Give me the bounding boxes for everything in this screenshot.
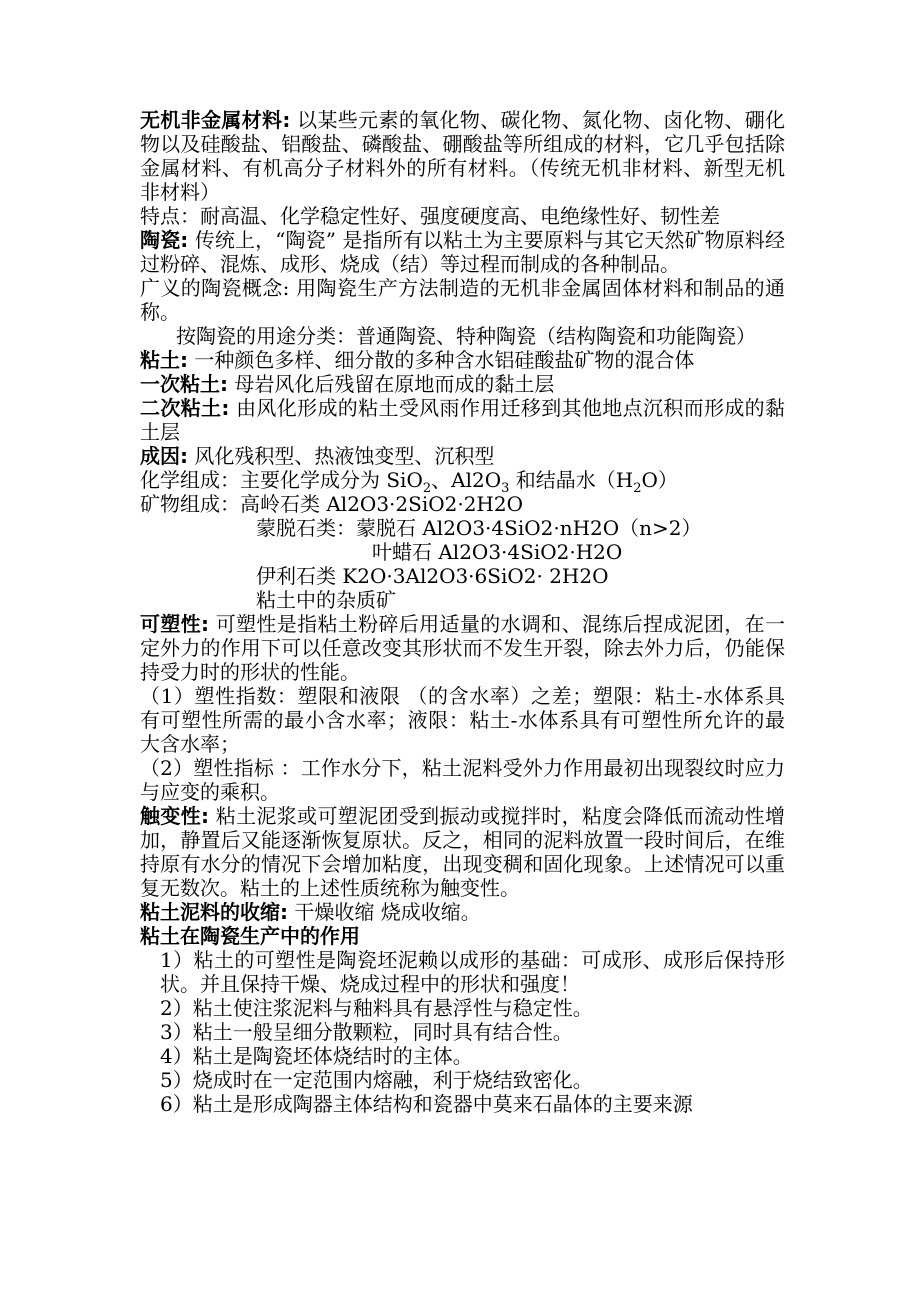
definition: 粘土泥浆或可塑泥团受到振动或搅拌时，粘度会降低而流动性增加，静置后又能逐渐恢复原状。反之，相同的泥料放置一段时间后，在维持原有水分的情况下会增加粘度，出现变稠和固化现象。上述情况可以重复无数次。粘土的上述性质统称为触变性。 (140, 804, 785, 900)
paragraph-classification: 按陶瓷的用途分类：普通陶瓷、特种陶瓷（结构陶瓷和功能陶瓷） (176, 324, 756, 348)
term: 二次粘土: (140, 396, 230, 420)
list-item: 2）粘土使注浆泥料与釉料具有悬浮性与稳定性。 (160, 996, 593, 1020)
definition: 干燥收缩 烧成收缩。 (288, 900, 481, 924)
definition: 以某些元素的氧化物、碳化物、氮化物、卤化物、硼化物以及硅酸盐、铝酸盐、磷酸盐、硼酸盐等所组成的材料，它几乎包括除金属材料、有机高分子材料外的所有材料。（传统无机非材料、新型无机非材料） (140, 108, 786, 204)
definition: 一种颜色多样、细分散的多种含水铝硅酸盐矿物的混合体 (188, 348, 695, 372)
term: 粘土: (140, 348, 188, 372)
definition: 母岩风化后残留在原地而成的黏土层 (228, 372, 555, 396)
paragraph-shrinkage (140, 900, 785, 924)
term: 一次粘土: (140, 372, 228, 396)
term: 可塑性: (140, 612, 210, 636)
paragraph-clay (140, 348, 785, 372)
paragraph-inorganic-materials (140, 108, 785, 204)
subscript: 2 (422, 481, 432, 496)
section-heading-clay-role: 粘土在陶瓷生产中的作用 (140, 924, 360, 948)
paragraph-thixotropy (140, 804, 785, 900)
list-item: 1）粘土的可塑性是陶瓷坯泥赖以成形的基础：可成形、成形后保持形状。并且保持干燥、烧成过程中的形状和强度！ (160, 948, 785, 996)
term: 陶瓷: (140, 228, 189, 252)
paragraph-mineral-montmorillonite: 蒙脱石类：蒙脱石 Al2O3·4SiO2·nH2O（n>2） (256, 516, 702, 540)
list-item: 6）粘土是形成陶器主体结构和瓷器中莫来石晶体的主要来源 (160, 1092, 693, 1116)
text-part: O） (641, 468, 678, 492)
text-part: 和结晶水（H (509, 468, 634, 492)
term: 无机非金属材料: (140, 108, 291, 132)
document-page (140, 108, 785, 1116)
list-item: 4）粘土是陶瓷坯体烧结时的主体。 (160, 1044, 473, 1068)
text-part: 、Al2O (431, 468, 502, 492)
paragraph-plasticity (140, 612, 785, 684)
definition: 传统上，“陶瓷” 是指所有以粘土为主要原料与其它天然矿物原料经过粉碎、混炼、成形、烧成（结）等过程而制成的各种制品。 (140, 228, 786, 276)
list-item: 5）烧成时在一定范围内熔融，利于烧结致密化。 (160, 1068, 593, 1092)
term: 触变性: (140, 804, 210, 828)
subscript: 2 (633, 481, 642, 496)
paragraph-plasticity-indicator: （2）塑性指标 ：工作水分下，粘土泥料受外力作用最初出现裂纹时应力与应变的乘积。 (140, 756, 785, 804)
list-item: 3）粘土一般呈细分散颗粒，同时具有结合性。 (160, 1020, 573, 1044)
paragraph-mineral-illite: 伊利石类 K2O·3Al2O3·6SiO2· 2H2O (256, 564, 609, 588)
paragraph-primary-clay (140, 372, 785, 396)
paragraph-ceramics (140, 228, 785, 276)
text-part: 化学组成：主要化学成分为 SiO (140, 468, 423, 492)
paragraph-chemical-composition (140, 468, 785, 496)
definition: 由风化形成的粘土受风雨作用迁移到其他地点沉积而形成的黏土层 (140, 396, 785, 444)
paragraph-mineral-kaolinite: 矿物组成：高岭石类 Al2O3·2SiO2·2H2O (140, 492, 523, 516)
term: 成因: (140, 444, 188, 468)
definition: 风化残积型、热液蚀变型、沉积型 (188, 444, 495, 468)
subscript: 3 (501, 481, 510, 496)
paragraph-features: 特点：耐高温、化学稳定性好、强度硬度高、电绝缘性好、韧性差 (140, 204, 720, 228)
paragraph-secondary-clay (140, 396, 785, 444)
paragraph-origin (140, 444, 785, 468)
paragraph-plasticity-index: （1）塑性指数：塑限和液限 （的含水率）之差；塑限：粘土-水体系具有可塑性所需的最小含水率；液限：粘土-水体系具有可塑性所允许的最大含水率； (140, 684, 785, 756)
definition: 可塑性是指粘土粉碎后用适量的水调和、混练后捏成泥团，在一定外力的作用下可以任意改变其形状而不发生开裂，除去外力后，仍能保持受力时的形状的性能。 (140, 612, 785, 684)
paragraph-mineral-pyrophyllite: 叶蜡石 Al2O3·4SiO2·H2O (372, 540, 623, 564)
paragraph-broad-ceramics: 广义的陶瓷概念: 用陶瓷生产方法制造的无机非金属固体材料和制品的通称。 (140, 276, 785, 324)
paragraph-mineral-impurities: 粘土中的杂质矿 (256, 588, 396, 612)
term: 粘土泥料的收缩: (140, 900, 288, 924)
